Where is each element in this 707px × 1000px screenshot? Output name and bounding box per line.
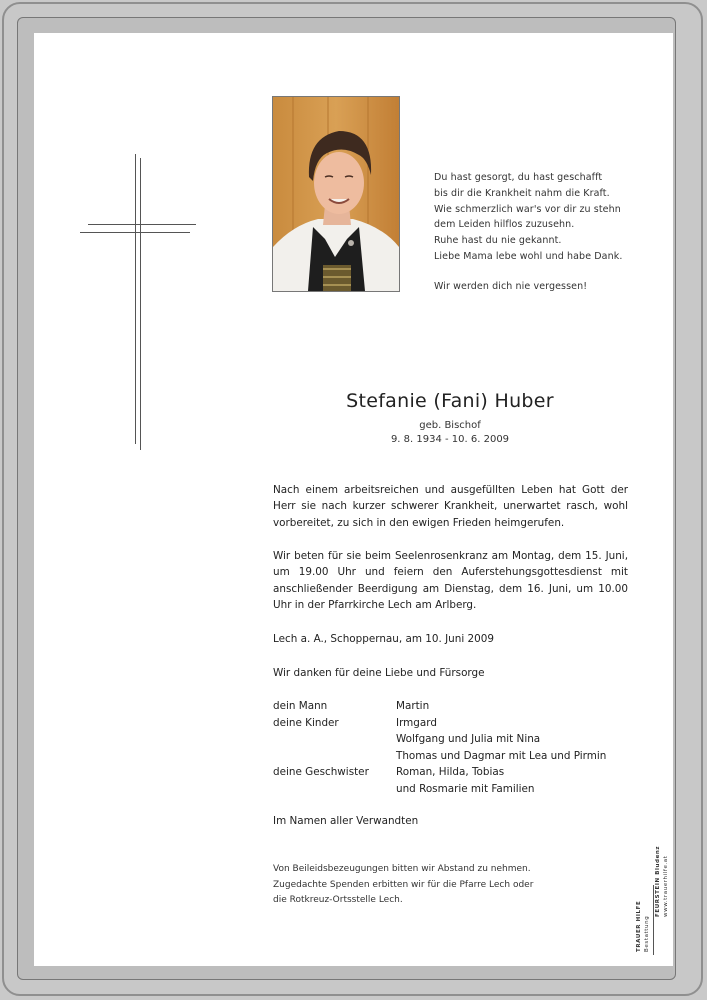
family-names: Wolfgang und Julia mit Nina: [396, 733, 541, 746]
imprint-sub: Bestattung: [644, 915, 650, 952]
family-list: [273, 698, 633, 798]
family-names: Thomas und Dagmar mit Lea und Pirmin: [396, 749, 607, 762]
poem-line: Ruhe hast du nie gekannt.: [434, 235, 562, 247]
family-row: [273, 715, 633, 732]
life-dates: 9. 8. 1934 - 10. 6. 2009: [390, 434, 510, 445]
family-row: [273, 698, 633, 715]
family-row: [273, 781, 633, 798]
deceased-name: Stefanie (Fani) Huber: [346, 390, 554, 412]
place-date-line: Lech a. A., Schoppernau, am 10. Juni 2009: [273, 633, 494, 645]
imprint-brand: TRAUER HILFE: [636, 900, 642, 952]
family-row: [273, 748, 633, 765]
poem-line: Du hast gesorgt, du hast geschafft: [434, 172, 603, 183]
poem-closing: Wir werden dich nie vergessen!: [434, 280, 588, 292]
notice-line: die Rotkreuz-Ortsstelle Lech.: [273, 895, 403, 905]
announcement-paragraph: Nach einem arbeitsreichen und ausgefüllten Leben hat Gott der Herr sie nach kurzer schwerer Krankheit, unerwartet rasch, wohl vorbereitet, zu sich in den ewigen Frieden heimgerufen.: [273, 484, 628, 529]
family-row: [273, 764, 633, 781]
family-names: Roman, Hilda, Tobias: [396, 766, 505, 779]
portrait-photo: [272, 96, 400, 292]
closing-line: Im Namen aller Verwandten: [273, 815, 419, 827]
thanks-line: Wir danken für deine Liebe und Fürsorge: [273, 667, 485, 679]
family-names: Irmgard: [396, 716, 437, 729]
maiden-name: geb. Bischof: [419, 420, 481, 431]
family-row: [273, 731, 633, 748]
condolence-notice: [273, 862, 573, 909]
family-relation: deine Kinder: [273, 716, 339, 729]
family-names: und Rosmarie mit Familien: [396, 782, 535, 795]
family-names: Martin: [396, 700, 430, 712]
imprint-company: FEURSTEIN Bludenz: [655, 845, 661, 917]
family-relation: deine Geschwister: [273, 766, 369, 779]
funeral-home-imprint: [636, 845, 676, 955]
imprint-url: www.trauerhilfe.at: [663, 855, 669, 917]
notice-line: Von Beileidsbezeugungen bitten wir Abstand zu nehmen.: [273, 864, 531, 874]
poem-line: bis dir die Krankheit nahm die Kraft.: [434, 187, 610, 199]
memorial-poem: [434, 170, 634, 295]
service-paragraph: Wir beten für sie beim Seelenrosenkranz am Montag, dem 15. Juni, um 19.00 Uhr und feiern den Auferstehungsgottesdienst mit anschließender Beerdigung am Dienstag, dem 16. Juni, um 10.00 Uhr in der Pfarrkirche Lech am Arlberg.: [273, 550, 628, 611]
poem-line: Wie schmerzlich war's vor dir zu stehn: [434, 203, 621, 215]
poem-line: dem Leiden hilflos zuzusehn.: [434, 219, 575, 231]
notice-line: Zugedachte Spenden erbitten wir für die Pfarre Lech oder: [273, 879, 534, 890]
cross-icon: [80, 154, 198, 450]
poem-line: Liebe Mama lebe wohl und habe Dank.: [434, 250, 623, 262]
family-relation: dein Mann: [273, 700, 328, 712]
